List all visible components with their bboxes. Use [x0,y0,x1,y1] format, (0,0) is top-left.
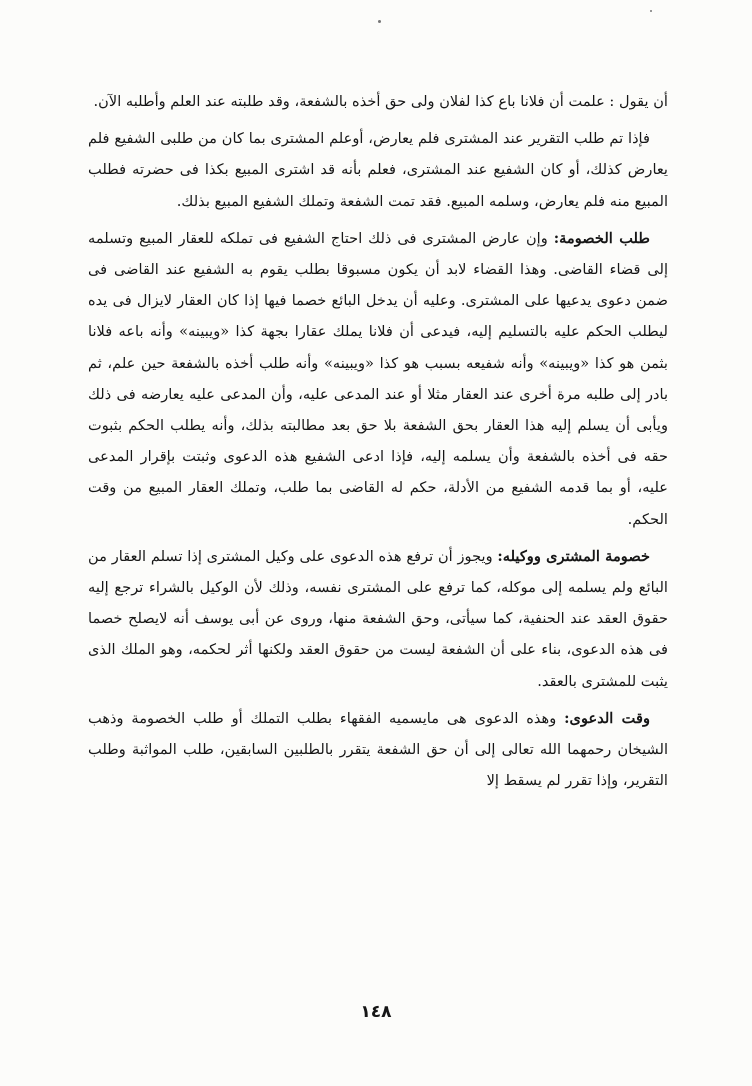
page-body [88,86,668,796]
paragraph-4-text: ويجوز أن ترفع هذه الدعوى على وكيل المشترى إذا تسلم العقار من البائع ولم يسلمه إلى موكله، كما ترفع على المشترى نفسه، وذلك لأن الوكيل بالشراء ترجع إليه حقوق العقد عند الحنفية، كما سيأتى، وحق الشفعة منها، وروى عن أبى يوسف أنه لايصلح خصما فى هذه الدعوى، بناء على أن الشفعة ليست من حقوق العقد ولكنها أثر لحكمه، وهو الملك الذى يثبت للمشترى بالعقد. [88,547,668,690]
paragraph-2-text: فإذا تم طلب التقرير عند المشترى فلم يعارض، أوعلم المشترى بما كان من طلبى الشفيع فلم يعارض كذلك، أو كان الشفيع عند المشترى، فعلم بأنه قد اشترى المبيع بكذا فى حضرته فطلب المبيع منه فلم يعارض، وسلمه المبيع. فقد تمت الشفعة وتملك الشفيع المبيع بذلك. [88,130,668,210]
paragraph-4 [88,541,668,697]
paragraph-1 [88,86,668,117]
paragraph-3-text: وإن عارض المشترى فى ذلك احتاج الشفيع فى تملكه للعقار المبيع وتسلمه إلى قضاء القاضى. وهذا القضاء لابد أن يكون مسبوقا بطلب يقوم به الشفيع عند القاضى فى ضمن دعوى يدعيها على المشترى. وعليه أن يدخل البائع خصما فيها إذا كان العقار لايزال فى يده ليطلب الحكم عليه بالتسليم إليه، فيدعى أن فلانا يملك عقارا بجهة كذا «ويبينه» وأنه باعه فلانا بثمن هو كذا «ويبينه» وأنه شفيعه بسبب هو كذا «ويبينه» وأنه طلب أخذه بالشفعة حين علم، ثم بادر إلى طلبه مرة أخرى عند العقار مثلا أو عند المدعى عليه، وأن المدعى عليه يعارضه فى ذلك ويأبى أن يسلم إليه هذا العقار بحق الشفعة بلا حق بعد مطالبته بذلك، وأنه يطلب الحكم بثبوت حقه فى أخذه بالشفعة وأن يسلمه إليه، فإذا ادعى الشفيع هذه الدعوى وثبتت بإقرار المدعى عليه، أو بما قدمه الشفيع من الأدلة، حكم له القاضى بما طلب، وتملك العقار المبيع من وقت الحكم. [88,229,668,528]
page-number: ١٤٨ [360,1002,392,1022]
section-heading-claim: طلب الخصومة: [553,229,650,247]
paragraph-2 [88,123,668,217]
paragraph-1-text: أن يقول : علمت أن فلانا باع كذا لفلان ولى حق أخذه بالشفعة، وقد طلبته عند العلم وأطلبه الآن. [93,93,668,110]
paragraph-3 [88,223,668,535]
scan-speck [378,20,381,23]
scan-speck [650,10,652,12]
paragraph-5 [88,703,668,797]
section-heading-claim-time: وقت الدعوى: [564,709,650,727]
paragraph-5-text: وهذه الدعوى هى مايسميه الفقهاء بطلب التملك أو طلب الخصومة وذهب الشيخان رحمهما الله تعالى إلى أن حق الشفعة يتقرر بالطلبين السابقين، طلب المواثبة وطلب التقرير، وإذا تقرر لم يسقط إلا [88,709,668,790]
section-heading-buyer-agent: خصومة المشترى ووكيله: [497,547,650,565]
